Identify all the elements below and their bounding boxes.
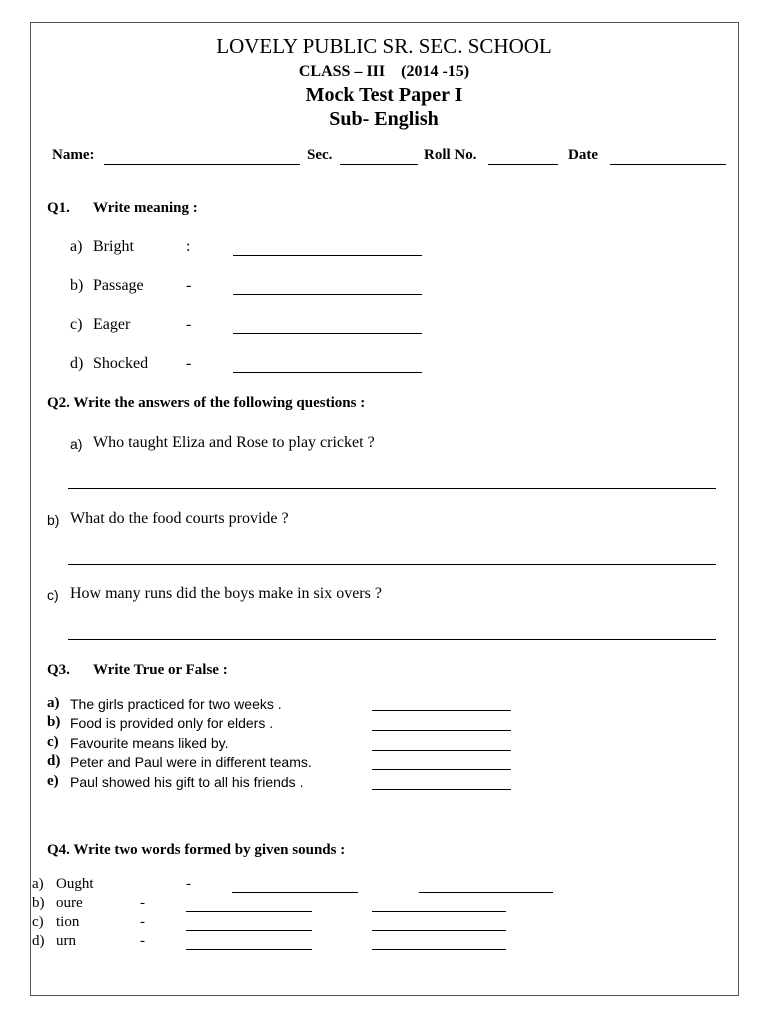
q2-question: What do the food courts provide ? [70,510,289,527]
q2-question: Who taught Eliza and Rose to play cricket ? [93,434,375,451]
q1-item-word: Bright [93,238,134,255]
q2-answer-line[interactable] [68,639,716,640]
q4-answer-line-2[interactable] [372,949,506,950]
q3-number: Q3. [47,662,70,678]
q4-answer-line-1[interactable] [186,911,312,912]
q3-item-letter: b) [47,714,61,730]
test-title: Mock Test Paper I [305,84,463,106]
name-field[interactable] [104,164,300,165]
q1-item-letter: c) [70,316,83,333]
q1-item-separator: - [186,355,192,372]
q4-answer-line-2[interactable] [419,892,553,893]
q1-item-letter: a) [70,238,83,255]
q3-title: Write True or False : [93,662,228,678]
q4-sound: Ought [56,876,94,892]
q3-statement: Peter and Paul were in different teams. [70,754,312,770]
q2-title: Q2. Write the answers of the following questions : [47,395,366,411]
q4-separator: - [140,914,145,930]
q4-item-letter: b) [32,895,45,911]
school-name: LOVELY PUBLIC SR. SEC. SCHOOL [216,34,552,58]
date-label: Date [568,147,598,163]
q1-item-letter: d) [70,355,84,372]
q2-item-letter: a) [70,436,83,452]
q1-answer-line[interactable] [233,294,422,295]
q4-item-letter: c) [32,914,44,930]
q1-item-separator: - [186,277,192,294]
q2-answer-line[interactable] [68,564,716,565]
q3-statement: The girls practiced for two weeks . [70,696,282,712]
q4-sound: urn [56,933,76,949]
roll-field[interactable] [488,164,558,165]
q1-answer-line[interactable] [233,255,422,256]
class-line [0,63,768,81]
q1-item-word: Shocked [93,355,149,372]
q4-sound: tion [56,914,80,930]
date-field[interactable] [610,164,726,165]
q4-answer-line-1[interactable] [232,892,358,893]
q1-number: Q1. [47,200,70,216]
q1-answer-line[interactable] [233,333,422,334]
q3-answer-line[interactable] [372,769,511,770]
q3-answer-line[interactable] [372,730,511,731]
q3-item-letter: a) [47,695,60,711]
q2-item-letter: b) [47,512,60,528]
q4-separator: - [186,876,191,892]
q1-item-word: Eager [93,316,131,333]
q1-item-separator: - [186,316,192,333]
subject-title: Sub- English [329,108,439,130]
q3-item-letter: e) [47,773,59,789]
name-label: Name: [52,147,95,163]
q1-item-separator: : [186,238,191,255]
q3-statement: Favourite means liked by. [70,735,229,751]
q3-answer-line[interactable] [372,710,511,711]
class-label: CLASS – III [298,63,386,80]
sec-field[interactable] [340,164,418,165]
roll-label: Roll No. [424,147,477,163]
q4-answer-line-2[interactable] [372,930,506,931]
q4-answer-line-1[interactable] [186,930,312,931]
q2-item-letter: c) [47,587,59,603]
q3-item-letter: c) [47,734,59,750]
q3-statement: Paul showed his gift to all his friends . [70,774,304,790]
q1-item-word: Passage [93,277,144,294]
q1-answer-line[interactable] [233,372,422,373]
session-label: (2014 -15) [401,63,470,80]
q2-answer-line[interactable] [68,488,716,489]
q4-item-letter: a) [32,876,44,892]
q1-title: Write meaning : [93,200,198,216]
q4-title: Q4. Write two words formed by given sounds : [47,842,346,858]
q4-item-letter: d) [32,933,45,949]
q3-statement: Food is provided only for elders . [70,715,274,731]
q2-question: How many runs did the boys make in six overs ? [70,585,382,602]
sec-label: Sec. [307,147,333,163]
q3-answer-line[interactable] [372,750,511,751]
q3-answer-line[interactable] [372,789,511,790]
q3-item-letter: d) [47,753,61,769]
q4-sound: oure [56,895,83,911]
q4-answer-line-1[interactable] [186,949,312,950]
q4-answer-line-2[interactable] [372,911,506,912]
q1-item-letter: b) [70,277,84,294]
q4-separator: - [140,933,145,949]
q4-separator: - [140,895,145,911]
